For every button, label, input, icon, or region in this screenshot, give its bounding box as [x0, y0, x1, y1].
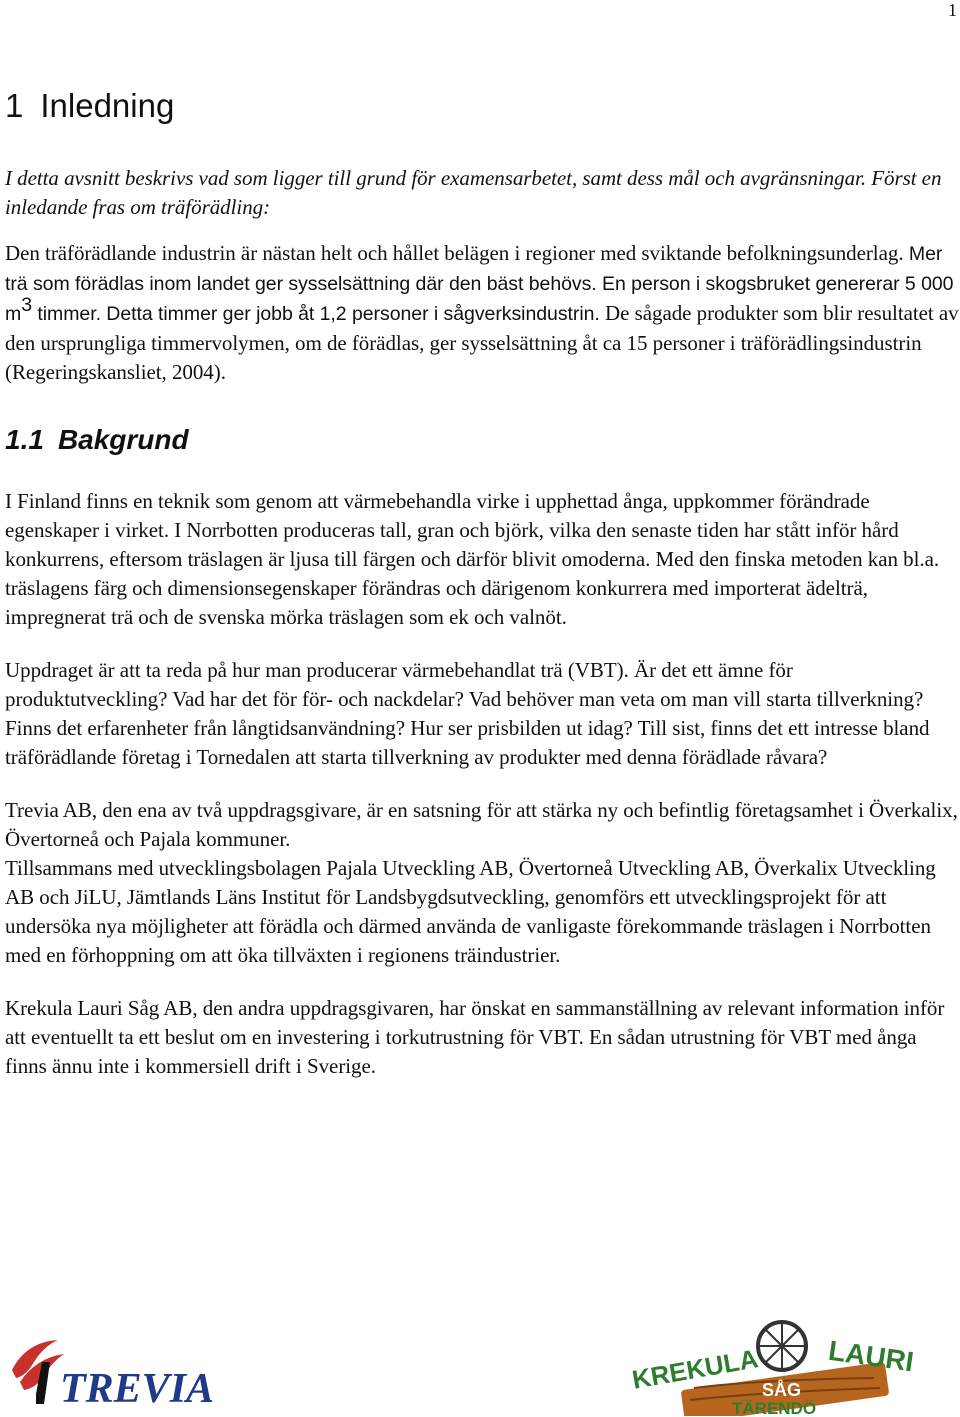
trevia-logo — [6, 1332, 238, 1412]
paragraph-industry-part-b: Mer trä som förädlas inom landet ger sysselsättning där den bäst behövs. En person i skogsbruket genererar 5 000 m — [5, 243, 954, 325]
chapter-number: 1 — [5, 87, 24, 124]
section-title: Bakgrund — [57, 424, 189, 455]
krekula-wordmark: KREKULA — [629, 1343, 761, 1395]
document-body — [5, 86, 960, 1081]
paragraph-industry-part-c: timmer. Detta timmer ger jobb åt 1,2 personer i sågverksindustrin. — [32, 303, 600, 325]
paragraph-finland: I Finland finns en teknik som genom att värmebehandla virke i upphettad ånga, uppkommer förändrade egenskaper i virket. I Norrbotten produceras tall, gran och björk, vilka den senaste tiden har stått inför hård konkurrens, eftersom träslagen är ljusa till färgen och därför blivit omoderna. Med den finska metoden kan bl.a. träslagens färg och dimensionsegenskaper förändras och därigenom konkurrera med importerat ädelträ, impregnerat trä och de svenska mörka träslagen som ek och valnöt. — [5, 489, 940, 629]
chapter-title: Inledning — [40, 87, 175, 124]
section-heading — [5, 423, 960, 457]
section-number: 1.1 — [5, 424, 44, 455]
paragraph-krekula: Krekula Lauri Såg AB, den andra uppdragsgivaren, har önskat en sammanställning av relevant information inför att eventuellt ta ett beslut om en investering i torkutrustning för VBT. En sådan utrustning för VBT med ånga finns ännu inte i kommersiell drift i Sverige. — [5, 996, 945, 1078]
tarendo-wordmark: TÄRENDÖ — [732, 1399, 817, 1416]
superscript-3: 3 — [21, 294, 32, 316]
intro-paragraph: I detta avsnitt beskrivs vad som ligger till grund för examensarbetet, samt dess mål och avgränsningar. Först en inledande fras om träförädling: — [5, 166, 942, 219]
sag-wordmark: SÅG — [762, 1380, 802, 1400]
paragraph-industry-part-d: De sågade produkter som blir resultatet av den ursprungliga timmervolymen, om de förädlas, ger sysselsättning åt ca 15 personer i träförädlingsindustrin (Regeringskansliet, 2004). — [5, 301, 959, 384]
krekula-lauri-logo — [624, 1318, 946, 1416]
trevia-wordmark: TREVIA — [60, 1366, 215, 1412]
paragraph-assignment: Uppdraget är att ta reda på hur man producerar värmebehandlat trä (VBT). Är det ett ämne för produktutveckling? Vad har det för för- och nackdelar? Vad behöver man veta om man vill starta tillverkning? Finns det erfarenheter från långtidsanvändning? Hur ser prisbilden ut idag? Till sist, finns det ett intresse bland träförädlande företag i Tornedalen att starta tillverkning av produkter med denna förädlade råvara? — [5, 658, 930, 769]
paragraph-trevia: Trevia AB, den ena av två uppdragsgivare, är en satsning för att stärka ny och befintlig företagsamhet i Överkalix, Övertorneå och Pajala kommuner. — [5, 798, 958, 851]
page-number: 1 — [948, 0, 957, 20]
paragraph-industry-part-a: Den träförädlande industrin är nästan helt och hållet belägen i regioner med sviktande befolkningsunderlag. — [5, 241, 904, 265]
lauri-wordmark: LAURI — [826, 1334, 916, 1378]
paragraph-collaboration: Tillsammans med utvecklingsbolagen Pajala Utveckling AB, Övertorneå Utveckling AB, Överkalix Utveckling AB och JiLU, Jämtlands Läns Institut för Landsbygdsutveckling, genomförs ett utvecklingsprojekt för att undersöka nya möjligheter att förädla och därmed använda de vanligaste förekommande träslagen i Norrbotten med en förhoppning om att öka tillväxten i regionens träindustrier. — [5, 856, 936, 967]
paragraph-industry — [5, 239, 960, 387]
chapter-heading — [5, 86, 960, 126]
logo-row — [0, 1310, 960, 1417]
